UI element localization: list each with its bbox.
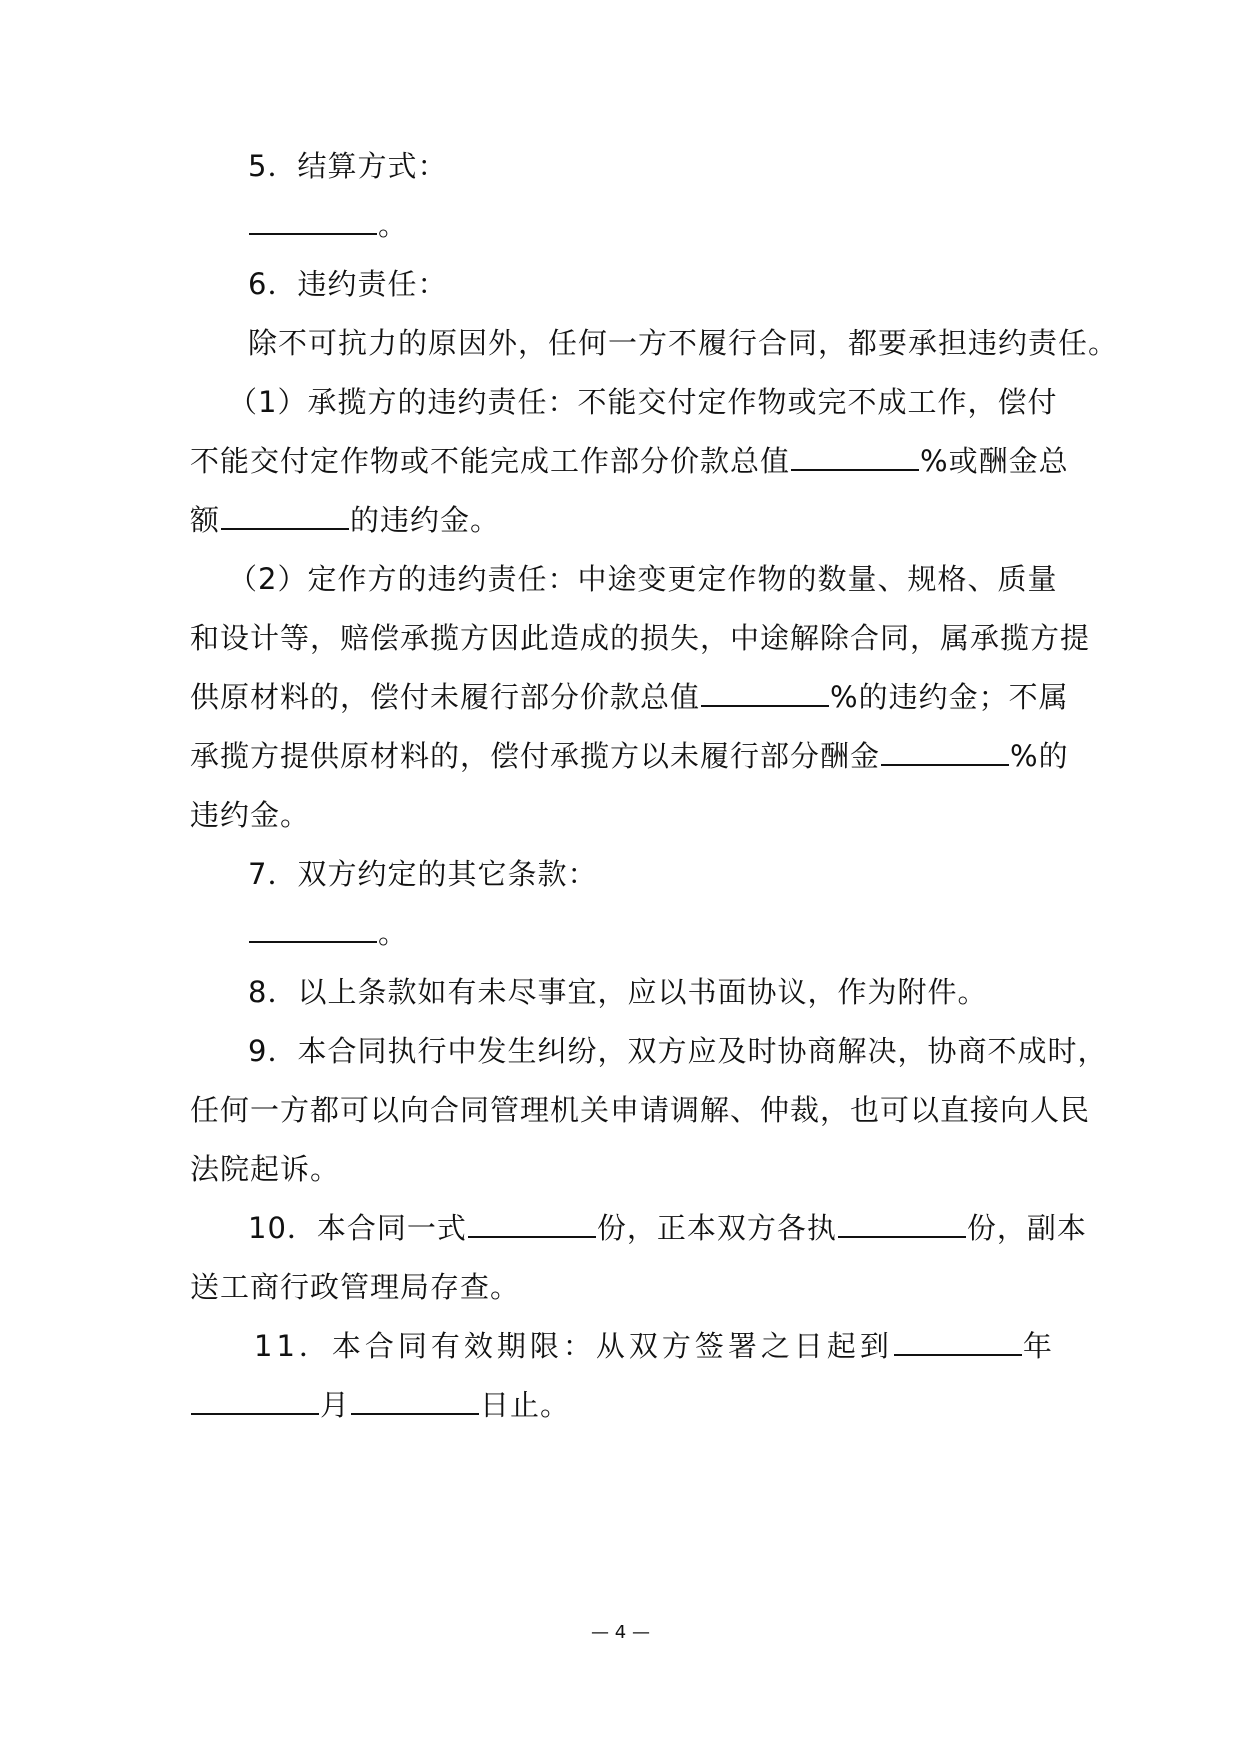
clause-6-2-line-1	[228, 559, 1057, 599]
clause-7-title-text: 7．双方约定的其它条款：	[248, 857, 598, 891]
clause-6-2-text: 和设计等，赔偿承揽方因此造成的损失，中途解除合同，属承揽方提	[190, 621, 1091, 655]
clause-11-line-2	[190, 1385, 570, 1425]
fill-blank	[894, 1328, 1022, 1356]
clause-9-line-1	[248, 1031, 1107, 1071]
clause-9-line-2	[190, 1090, 1090, 1130]
clause-5-blank-line	[248, 205, 408, 245]
clause-11-text: 11．本合同有效期限：从双方签署之日起到	[254, 1329, 893, 1363]
fill-blank	[701, 679, 829, 707]
clause-6-1-text: 额	[190, 503, 221, 537]
clause-5-title-text: 5．结算方式：	[248, 149, 448, 183]
fill-blank	[191, 1387, 319, 1415]
clause-6-2-text: （2）定作方的违约责任：中途变更定作物的数量、规格、质量	[228, 562, 1058, 596]
clause-9-text: 任何一方都可以向合同管理机关申请调解、仲裁，也可以直接向人民	[190, 1093, 1091, 1127]
clause-8	[248, 972, 987, 1012]
clause-6-1-line-1	[228, 382, 1057, 422]
clause-10-text: 10．本合同一式	[248, 1211, 467, 1245]
clause-10-text: 份，正本双方各执	[596, 1211, 837, 1245]
period: 。	[378, 208, 409, 242]
clause-6-intro-text: 除不可抗力的原因外，任何一方不履行合同，都要承担违约责任。	[248, 326, 1119, 360]
page-number: — 4 —	[591, 1622, 650, 1643]
clause-6-title	[248, 264, 447, 304]
clause-6-1-text: 的违约金。	[350, 503, 501, 537]
fill-blank	[351, 1387, 479, 1415]
period: 。	[378, 916, 409, 950]
fill-blank	[791, 443, 919, 471]
clause-9-text: 法院起诉。	[190, 1152, 341, 1186]
clause-6-1-text: 不能交付定作物或不能完成工作部分价款总值	[190, 444, 791, 478]
clause-6-2-text: 承揽方提供原材料的，偿付承揽方以未履行部分酬金	[190, 739, 881, 773]
clause-11-text: 日止。	[480, 1388, 571, 1422]
clause-7-title	[248, 854, 597, 894]
fill-blank	[249, 915, 377, 943]
clause-11-text: 年	[1022, 1329, 1056, 1363]
clause-10-text: 份，副本	[966, 1211, 1087, 1245]
clause-6-2-line-5	[190, 795, 310, 835]
fill-blank	[249, 207, 377, 235]
clause-6-2-line-3	[190, 677, 1069, 717]
clause-6-intro	[248, 323, 1118, 363]
fill-blank	[881, 738, 1009, 766]
clause-6-2-text: 违约金。	[190, 798, 311, 832]
clause-6-1-text: %或酬金总	[920, 444, 1069, 478]
clause-10-line-1	[248, 1208, 1087, 1248]
clause-6-2-text: 供原材料的，偿付未履行部分价款总值	[190, 680, 701, 714]
clause-9-line-3	[190, 1149, 340, 1189]
clause-6-2-line-2	[190, 618, 1090, 658]
clause-10-line-2	[190, 1267, 520, 1307]
fill-blank	[221, 502, 349, 530]
clause-6-2-line-4	[190, 736, 1069, 776]
clause-8-text: 8．以上条款如有未尽事宜，应以书面协议，作为附件。	[248, 975, 988, 1009]
clause-6-title-text: 6．违约责任：	[248, 267, 448, 301]
clause-5-title	[248, 146, 447, 186]
clause-11-text: 月	[320, 1388, 351, 1422]
clause-10-text: 送工商行政管理局存查。	[190, 1270, 521, 1304]
clause-6-1-line-3	[190, 500, 500, 540]
clause-11-line-1	[254, 1326, 1056, 1366]
clause-6-1-line-2	[190, 441, 1069, 481]
clause-6-2-text: %的违约金；不属	[830, 680, 1069, 714]
fill-blank	[468, 1210, 596, 1238]
clause-9-text: 9．本合同执行中发生纠纷，双方应及时协商解决，协商不成时，	[248, 1034, 1108, 1068]
fill-blank	[838, 1210, 966, 1238]
clause-7-blank-line	[248, 913, 408, 953]
clause-6-2-text: %的	[1010, 739, 1069, 773]
clause-6-1-text: （1）承揽方的违约责任：不能交付定作物或完不成工作，偿付	[228, 385, 1058, 419]
